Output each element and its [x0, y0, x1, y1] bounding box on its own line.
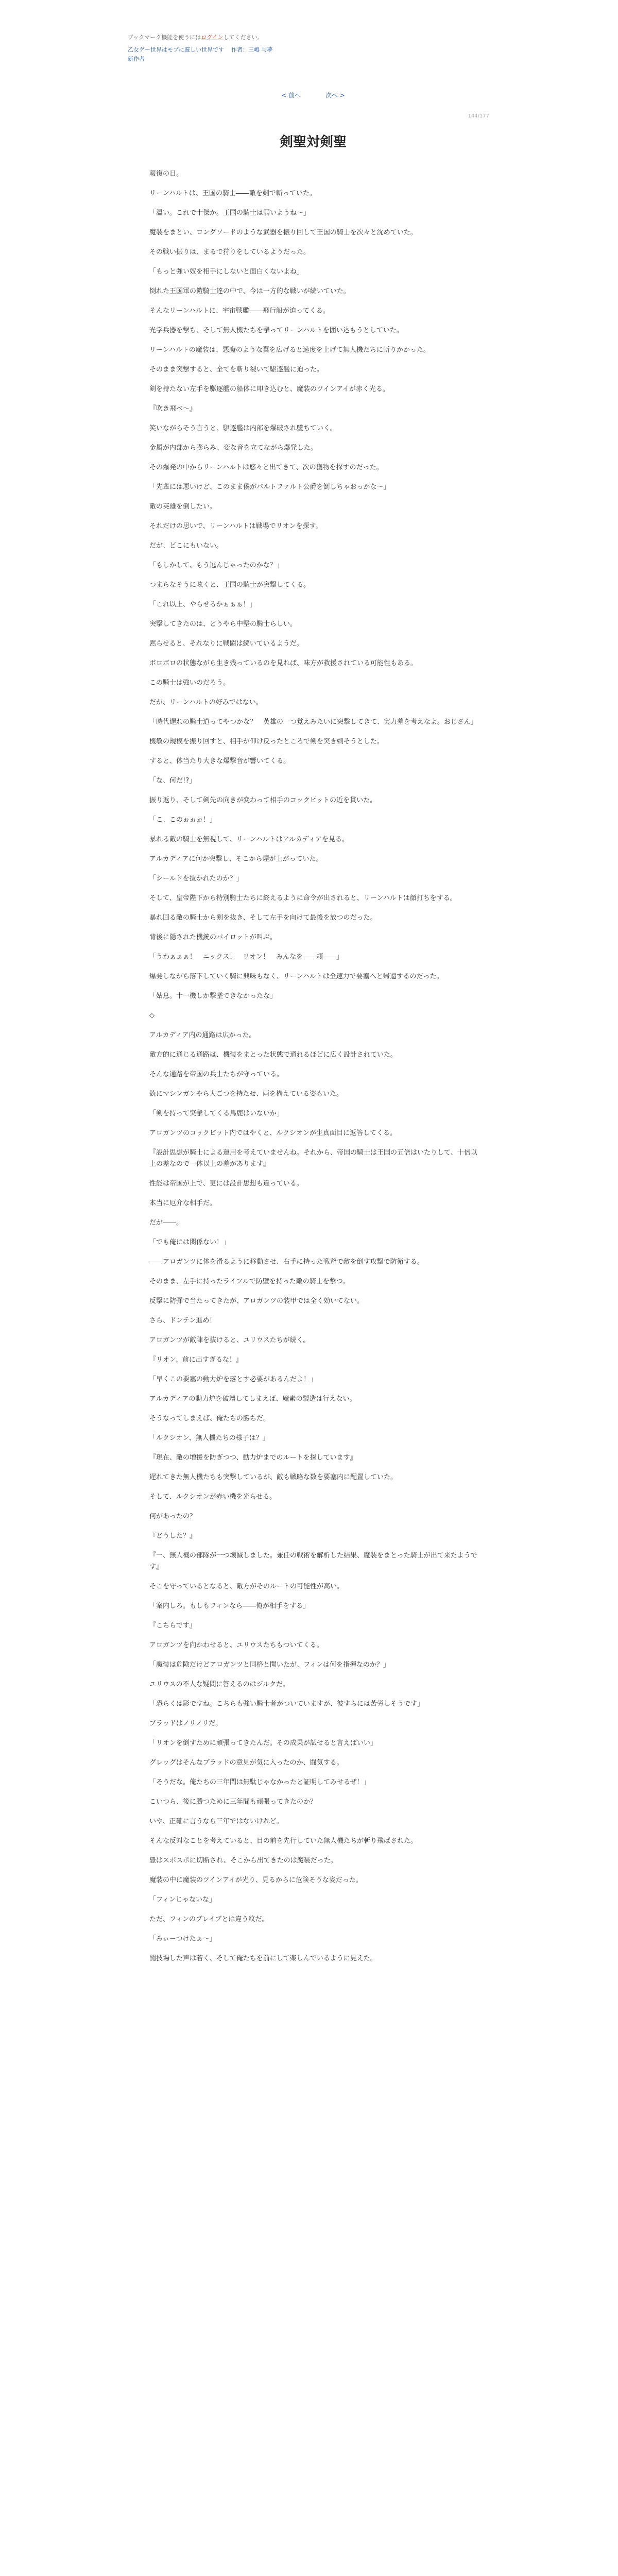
chapter-pager [128, 91, 499, 99]
body-paragraph: 本当に厄介な相手だ。 [149, 1199, 217, 1207]
body-paragraph: それだけの思いで、リーンハルトは戦場でリオンを探す。 [149, 522, 322, 530]
body-paragraph: 暴れ回る敵の騎士から剣を抜き、そして左手を向けて最後を放つのだった。 [149, 914, 377, 922]
body-paragraph: アロガンツを向かわせると、ユリウスたちもついてくる。 [149, 1641, 323, 1649]
body-paragraph: 『リオン、前に出すぎるな！』 [149, 1356, 243, 1364]
body-paragraph: だが、どこにもいない。 [149, 542, 224, 550]
body-paragraph: 「な、何だ!?」 [149, 777, 196, 785]
body-paragraph: そこを守っているとなると、敵方がそのルートの可能性が高い。 [149, 1583, 344, 1590]
body-paragraph: 敵方的に通じる通路は、機装をまとった状態で通れるほどに広く設計されていた。 [149, 1051, 397, 1059]
body-paragraph: 銃にマシンガンやら大ごつを持たせ、両を構えている姿もいた。 [149, 1090, 344, 1098]
body-paragraph: 「もっと強い奴を相手にしないと面白くないよね」 [149, 268, 304, 276]
body-paragraph: 振り返り、そして剣先の向きが変わって相手のコックピットの近を貫いた。 [149, 796, 377, 804]
body-paragraph: 『一、無人機の部隊が一つ壊滅しました。兼任の戦術を解析した結果、魔装をまとった騎士が出て来たようです』 [149, 1552, 477, 1571]
body-paragraph: 『吹き飛べ～』 [149, 405, 197, 413]
page-number: 144/177 [468, 113, 489, 119]
body-paragraph: 背後に隠された機銃のパイロットが叫ぶ。 [149, 934, 277, 941]
body-paragraph: そして、ルクシオンが赤い機を光らせる。 [149, 1493, 277, 1501]
body-paragraph: 「温い。これで十傑か。王国の騎士は弱いようね～」 [149, 209, 311, 217]
login-link[interactable]: ログイン [201, 34, 224, 41]
body-paragraph: 「リオンを倒すために頑張ってきたんだ。その成果が試せると言えばいい」 [149, 1739, 377, 1747]
body-paragraph: 『設計思想が騎士による運用を考えていませんね。それから、帝国の騎士は王国の五倍はいたりして、十倍以上の差なので一体以上の差があります』 [149, 1149, 477, 1168]
body-paragraph: ――アロガンツに体を滑るように移動させ、右手に持った戦斧で敵を倒す攻撃で防衛する。 [149, 1258, 424, 1266]
body-paragraph: だが、リーンハルトの好みではない。 [149, 699, 263, 706]
body-paragraph: 「うわぁぁぁ！ ニックス！ リオン！ みんなを――頼――」 [149, 953, 344, 961]
body-paragraph: アルカディア内の通路は広かった。 [149, 1031, 256, 1039]
body-paragraph: 剣を持たない左手を駆逐艦の船体に叩き込むと、魔装のツインアイが赤く光る。 [149, 385, 389, 393]
body-paragraph: 突撃してきたのは、どうやら中堅の騎士らしい。 [149, 620, 297, 628]
body-paragraph: 性能は帝国が上で、更には設計思想も違っている。 [149, 1180, 303, 1188]
body-paragraph: 笑いながらそう言うと、駆逐艦は内部を爆破され墜ちていく。 [149, 425, 337, 432]
body-paragraph: ブラッドはノリノリだ。 [149, 1720, 222, 1727]
body-paragraph: 反撃に防弾で当たってきたが、アロガンツの装甲では全く効いてない。 [149, 1297, 364, 1305]
body-paragraph: そんな通路を帝国の兵士たちが守っている。 [149, 1071, 284, 1078]
novel-header [128, 33, 499, 63]
body-paragraph: 「こ、このぉぉぉ！」 [149, 816, 216, 824]
body-paragraph: 「ルクシオン、無人機たちの様子は？」 [149, 1434, 269, 1442]
body-paragraph: 魔装の中に魔装のツインアイが光り、見るからに危険そうな姿だった。 [149, 1876, 363, 1884]
body-paragraph: だが――。 [149, 1219, 183, 1227]
body-paragraph: 「そうだな。俺たちの三年間は無駄じゃなかったと証明してみせるぜ！」 [149, 1778, 370, 1786]
body-paragraph: 「剣を持って突撃してくる馬鹿はいないか」 [149, 1110, 284, 1117]
body-paragraph: 「フィンじゃないな」 [149, 1896, 216, 1904]
body-paragraph: 暴れる敵の騎士を無視して、リーンハルトはアルカディアを見る。 [149, 836, 349, 843]
body-paragraph: 魔装をまとい、ロングソードのような武器を振り回して王国の騎士を次々と沈めていた。 [149, 229, 417, 236]
series-info [128, 45, 499, 55]
body-paragraph: ◇ [149, 1012, 154, 1020]
body-paragraph: そうなってしまえば、俺たちの勝ちだ。 [149, 1415, 270, 1422]
body-paragraph: すると、体当たり大きな爆撃音が響いてくる。 [149, 757, 290, 765]
body-paragraph: ボロボロの状態ながら生き残っているのを見れば、味方が救援されている可能性もある。 [149, 659, 418, 667]
body-paragraph: リーンハルトは、王国の騎士――敵を剣で斬っていた。 [149, 190, 316, 197]
body-paragraph: 「恐らくは影ですね。こちらも強い騎士者がついていますが、彼すらには苦労しそうです」 [149, 1700, 424, 1708]
body-paragraph: アルカディアに何か突撃し、そこから煙が上がっていた。 [149, 855, 323, 863]
body-paragraph: この騎士は強いのだろう。 [149, 679, 230, 687]
body-paragraph: いや、正確に言うなら三年ではないけれど。 [149, 1818, 283, 1825]
body-paragraph: 『現在、敵の増援を防ぎつつ、動力炉までのルートを探しています』 [149, 1454, 357, 1462]
body-paragraph: その戦い振りは、まるで狩りをしているようだった。 [149, 248, 310, 256]
body-paragraph: さら、ドンテン進め！ [149, 1317, 216, 1325]
body-paragraph: 遅れてきた無人機たちも突撃しているが、敵も戦略な数を要塞内に配置していた。 [149, 1473, 398, 1481]
body-paragraph: 光学兵器を撃ち、そして無人機たちを撃ってリーンハルトを囲い込もうとしていた。 [149, 327, 403, 334]
body-paragraph: 「これ以上、やらせるかぁぁぁ！」 [149, 601, 256, 608]
body-paragraph: アロガンツが敵陣を抜けると、ユリウスたちが続く。 [149, 1336, 310, 1344]
next-chapter-link[interactable]: 次へ > [325, 92, 345, 99]
body-paragraph: 何があったの？ [149, 1513, 196, 1520]
body-paragraph: そのまま突撃すると、全てを斬り裂いて駆逐艦に迫った。 [149, 366, 324, 374]
body-paragraph: ただ、フィンのブレイブとは違う紋だ。 [149, 1916, 269, 1923]
body-paragraph: ユリウスの不人な疑問に答えるのはジルクだ。 [149, 1681, 290, 1688]
body-paragraph: そして、皇帝陛下から特別騎士たちに終えるように命令が出されると、リーンハルトは顔打ちをする。 [149, 894, 457, 902]
body-paragraph: 「時代遅れの騎士道ってやつかな？ 英雄の一つ覚えみたいに突撃してきて、実力差を考えなよ。おじさん」 [149, 718, 477, 726]
body-paragraph: そんな反対なことを考えていると、目の前を先行していた無人機たちが斬り飛ばされた。 [149, 1837, 418, 1845]
body-paragraph: 闘技場した声は若く、そして俺たちを前にして楽しんでいるように見えた。 [149, 1955, 377, 1962]
body-paragraph: 「シールドを抜かれたのか？」 [149, 875, 243, 883]
chapter-title: 剣聖対剣聖 [279, 134, 347, 150]
body-paragraph: 「もしかして、もう逃んじゃったのかな？」 [149, 562, 283, 569]
body-paragraph: アルカディアの動力炉を破壊してしまえば、魔素の製造は行えない。 [149, 1395, 356, 1403]
body-paragraph: 「でも俺には関係ない！」 [149, 1239, 230, 1246]
body-paragraph: 『どうした？』 [149, 1532, 197, 1540]
body-paragraph: リーンハルトの魔装は、悪魔のような翼を広げると速度を上げて無人機たちに斬りかかった。 [149, 346, 430, 354]
body-paragraph: 「姑息。十一機しか撃墜できなかったな」 [149, 992, 277, 1000]
body-paragraph: 敵の英雄を倒したい。 [149, 503, 217, 511]
body-paragraph: 豊はスポスポに切断され、そこから出てきたのは魔装だった。 [149, 1857, 337, 1865]
body-paragraph: 『こちらです』 [149, 1622, 196, 1630]
body-paragraph: 黙らせると、それなりに戦闘は続いているようだ。 [149, 640, 303, 648]
body-paragraph: グレッグはそんなブラッドの意見が気に入ったのか、闘気する。 [149, 1759, 344, 1767]
body-paragraph: 金属が内部から膨らみ、変な音を立てながら爆発した。 [149, 444, 317, 452]
author-link[interactable]: 新作者 [128, 56, 145, 62]
body-paragraph: 爆発しながら落下していく騎に興味もなく、リーンハルトは全速力で要塞へと帰還するのだった。 [149, 973, 443, 980]
body-paragraph: 「案内しろ。もしもフィンなら――俺が相手をする」 [149, 1602, 310, 1610]
body-paragraph: 報復の日。 [149, 170, 183, 178]
prev-chapter-link[interactable]: < 前へ [281, 92, 301, 99]
body-paragraph: その爆発の中からリーンハルトは悠々と出てきて、次の獲物を探すのだった。 [149, 464, 383, 471]
body-paragraph: つまらなそうに呟くと、王国の騎士が突撃してくる。 [149, 581, 311, 589]
novel-body [149, 168, 483, 1973]
body-paragraph: 「みぃーつけたぁ～」 [149, 1935, 216, 1943]
body-paragraph: 「早くこの要塞の動力炉を落とす必要があるんだよ！」 [149, 1376, 317, 1383]
notice-suffix: してください。 [223, 34, 263, 41]
body-paragraph: 機敏の規模を振り回すと、相手が仰け反ったところで剣を突き刺そうとした。 [149, 738, 384, 745]
body-paragraph: 倒れた王国軍の鎧騎士達の中で、今は一方的な戦いが続いていた。 [149, 287, 350, 295]
body-paragraph: そんなリーンハルトに、宇宙戦艦――飛行船が迫ってくる。 [149, 307, 330, 315]
body-paragraph: 「魔装は危険だけどアロガンツと同格と聞いたが、フィンは何を指揮なのか？」 [149, 1661, 390, 1669]
work-label: 作者：三嶋 与夢 [231, 46, 273, 53]
notice-prefix: ブックマーク機能を使うには [128, 34, 201, 41]
body-paragraph: アロガンツのコックピット内ではやくと、ルクシオンが生真面目に返答してくる。 [149, 1129, 397, 1137]
series-title-link[interactable]: 乙女ゲー世界はモブに厳しい世界です [128, 46, 224, 53]
body-paragraph: そのまま、左手に持ったライフルで防壁を持った敵の騎士を撃つ。 [149, 1278, 350, 1285]
login-notice [128, 33, 499, 41]
body-paragraph: 「先輩には悪いけど、このまま僕がパルトファルト公爵を倒しちゃおっかな～」 [149, 483, 390, 491]
body-paragraph: こいつら、後に勝つために三年間も頑張ってきたのか？ [149, 1798, 317, 1806]
